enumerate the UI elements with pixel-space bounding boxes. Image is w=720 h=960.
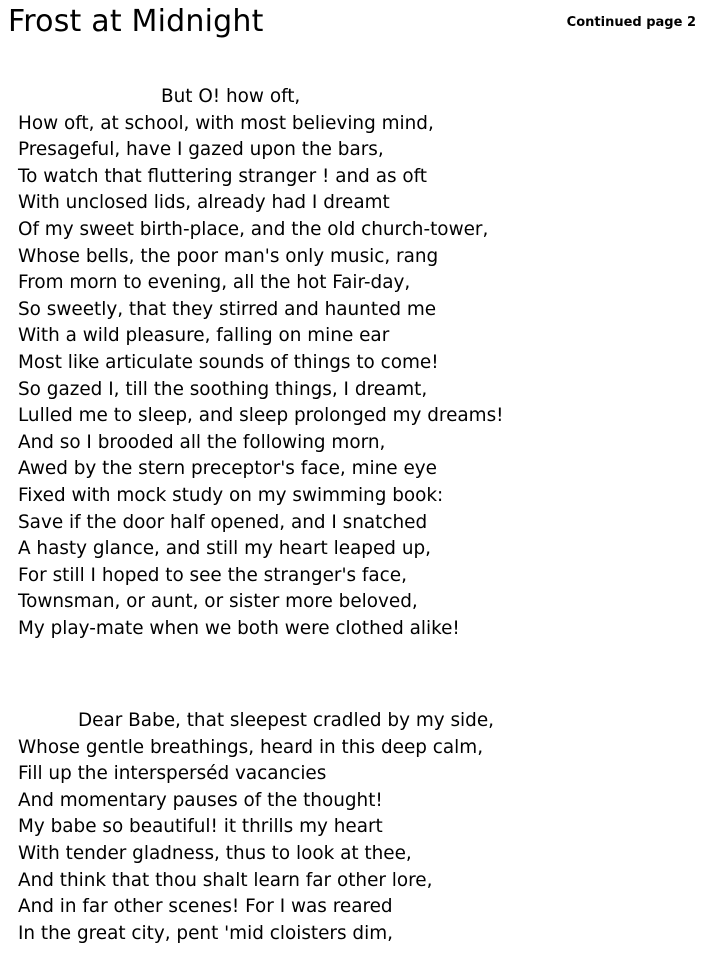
stanza-2: [18, 708, 494, 947]
poem-line: And so I brooded all the following morn,: [18, 431, 386, 453]
page-title: Frost at Midnight: [8, 4, 264, 39]
poem-line: My play-mate when we both were clothed alike!: [18, 617, 460, 639]
poem-line: Presageful, have I gazed upon the bars,: [18, 139, 384, 161]
poem-line: In the great city, pent 'mid cloisters dim,: [18, 922, 393, 944]
poem-line: And momentary pauses of the thought!: [18, 789, 383, 811]
poem-line: With unclosed lids, already had I dreamt: [18, 192, 390, 214]
poem-line: From morn to evening, all the hot Fair-day,: [18, 272, 411, 294]
poem-line: So sweetly, that they stirred and haunted me: [18, 298, 437, 320]
poem-line: Townsman, or aunt, or sister more beloved,: [18, 591, 418, 613]
poem-line: Most like articulate sounds of things to come!: [18, 351, 439, 373]
poem-line: To watch that fluttering stranger ! and as oft: [18, 165, 428, 187]
poem-line: Lulled me to sleep, and sleep prolonged my dreams!: [18, 405, 504, 427]
poem-line: For still I hoped to see the stranger's face,: [18, 564, 407, 586]
poem-line: With a wild pleasure, falling on mine ear: [18, 325, 390, 347]
poem-line: Whose bells, the poor man's only music, rang: [18, 245, 439, 267]
poem-line: Fill up the intersperséd vacancies: [18, 763, 327, 785]
poem-line: Of my sweet birth-place, and the old church-tower,: [18, 218, 489, 240]
continued-note: Continued page 2: [566, 15, 696, 30]
poem-line: But O! how oft,: [161, 86, 301, 107]
poem-line: Awed by the stern preceptor's face, mine eye: [18, 458, 437, 480]
poem-line: So gazed I, till the soothing things, I dreamt,: [18, 378, 428, 400]
poem-line: How oft, at school, with most believing mind,: [18, 112, 434, 134]
poem-line: My babe so beautiful! it thrills my heart: [18, 816, 383, 838]
poem-line: Whose gentle breathings, heard in this deep calm,: [18, 736, 484, 758]
poem-line: Dear Babe, that sleepest cradled by my side,: [78, 710, 494, 731]
poem-line: A hasty glance, and still my heart leaped up,: [18, 538, 431, 560]
poem-line: Save if the door half opened, and I snatched: [18, 511, 428, 533]
poem-line: And in far other scenes! For I was reared: [18, 896, 393, 918]
stanza-1: [18, 84, 504, 642]
poem-line: With tender gladness, thus to look at thee,: [18, 842, 412, 864]
poem-line: Fixed with mock study on my swimming book:: [18, 484, 444, 506]
poem-line: And think that thou shalt learn far other lore,: [18, 869, 433, 891]
